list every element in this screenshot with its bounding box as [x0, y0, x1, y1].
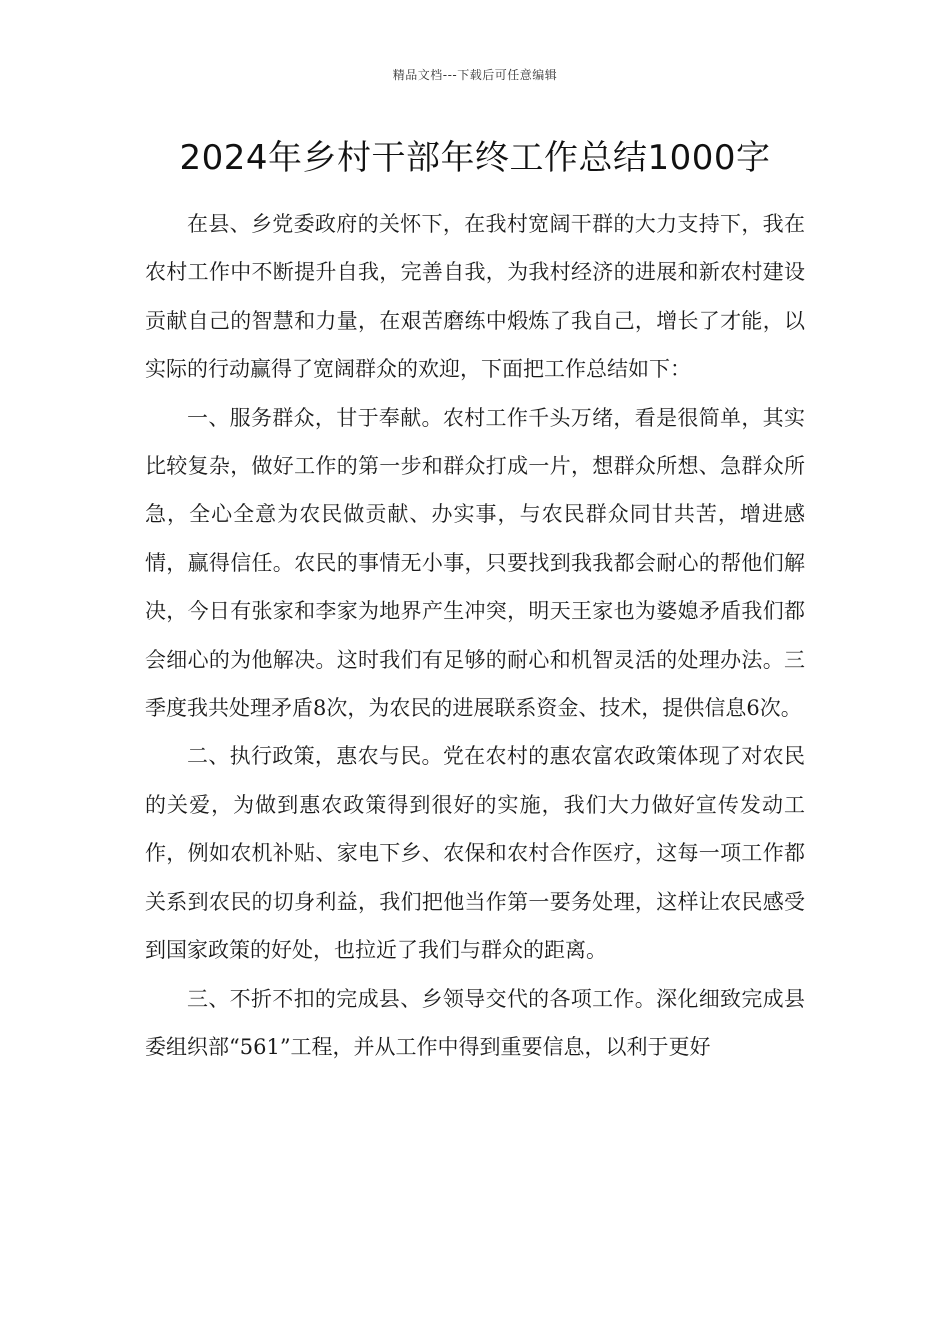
- header-note: 精品文档---下载后可任意编辑: [392, 68, 558, 82]
- document-body: [145, 200, 805, 1071]
- paragraph-section-2: 二、执行政策，惠农与民。党在农村的惠农富农政策体现了对农民的关爱，为做到惠农政策得到很好的实施，我们大力做好宣传发动工作，例如农机补贴、家电下乡、农保和农村合作医疗，这每一项工作都关系到农民的切身利益，我们把他当作第一要务处理，这样让农民感受到国家政策的好处，也拉近了我们与群众的距离。: [145, 744, 805, 963]
- paragraph-section-1: 一、服务群众，甘于奉献。农村工作千头万绪，看是很简单，其实比较复杂，做好工作的第一步和群众打成一片，想群众所想、急群众所急，全心全意为农民做贡献、办实事，与农民群众同甘共苦，增进感情，赢得信任。农民的事情无小事，只要找到我我都会耐心的帮他们解决，今日有张家和李家为地界产生冲突，明天王家也为婆媳矛盾我们都会细心的为他解决。这时我们有足够的耐心和机智灵活的处理办法。三季度我共处理矛盾8次，为农民的进展联系资金、技术，提供信息6次。: [145, 405, 805, 721]
- paragraph-intro: 在县、乡党委政府的关怀下，在我村宽阔干群的大力支持下，我在农村工作中不断提升自我，完善自我，为我村经济的进展和新农村建设贡献自己的智慧和力量，在艰苦磨练中煅炼了我自己，增长了才能，以实际的行动赢得了宽阔群众的欢迎，下面把工作总结如下：: [145, 212, 805, 382]
- document-title: 2024年乡村干部年终工作总结1000字: [179, 138, 771, 178]
- paragraph-section-3: 三、不折不扣的完成县、乡领导交代的各项工作。深化细致完成县委组织部“561”工程，并从工作中得到重要信息，以利于更好: [145, 986, 805, 1059]
